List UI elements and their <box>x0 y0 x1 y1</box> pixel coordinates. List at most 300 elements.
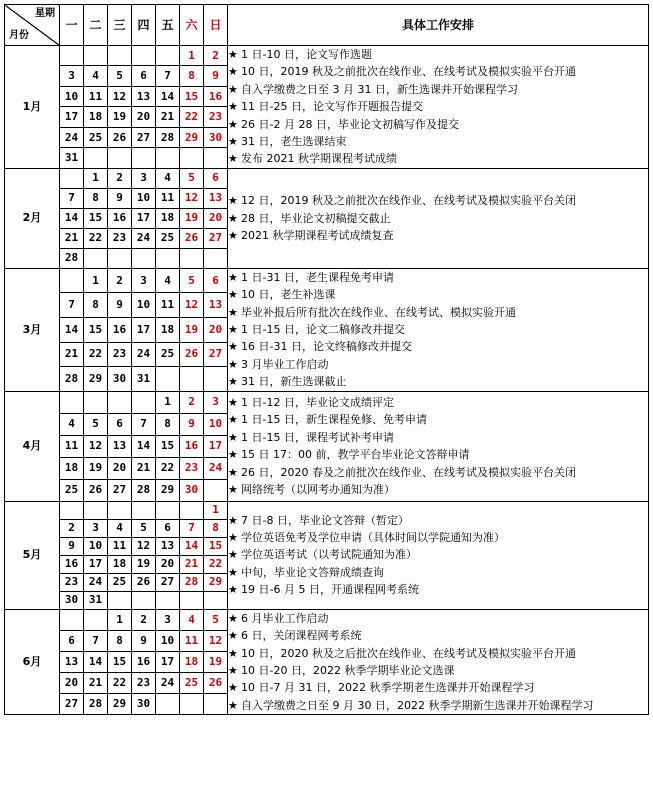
weekend-day-cell <box>204 367 228 392</box>
corner-weekday-label: 星期 <box>35 8 55 19</box>
day-cell: 3 <box>132 268 156 293</box>
day-cell: 12 <box>108 86 132 106</box>
weekend-day-cell: 26 <box>204 672 228 693</box>
day-cell: 2 <box>60 519 84 537</box>
day-cell: 26 <box>132 573 156 591</box>
note-item <box>228 662 648 679</box>
day-cell: 25 <box>84 127 108 147</box>
star-icon: ★ <box>228 305 238 319</box>
star-icon: ★ <box>228 646 238 660</box>
notes-header: 具体工作安排 <box>228 5 649 46</box>
day-cell: 20 <box>60 672 84 693</box>
day-cell: 16 <box>60 555 84 573</box>
month-label: 2月 <box>5 168 60 268</box>
day-cell: 28 <box>84 694 108 715</box>
day-cell <box>108 148 132 169</box>
note-item <box>228 338 648 355</box>
day-cell: 1 <box>84 168 108 188</box>
day-cell: 20 <box>156 555 180 573</box>
day-cell: 31 <box>60 148 84 169</box>
month-label: 1月 <box>5 46 60 169</box>
weekend-day-cell: 8 <box>180 66 204 86</box>
star-icon: ★ <box>228 565 238 579</box>
day-cell: 4 <box>156 168 180 188</box>
day-cell <box>84 391 108 413</box>
day-cell: 6 <box>132 66 156 86</box>
day-cell: 23 <box>108 228 132 248</box>
note-text: 1 日-15 日，新生课程免修、免考申请 <box>241 413 427 427</box>
weekend-day-cell: 26 <box>180 228 204 248</box>
weekday-header: 二 <box>84 5 108 46</box>
day-cell: 31 <box>132 367 156 392</box>
day-cell: 28 <box>156 127 180 147</box>
weekday-header-sunday: 日 <box>204 5 228 46</box>
weekday-header: 五 <box>156 5 180 46</box>
star-icon: ★ <box>228 211 238 225</box>
note-text: 2021 秋学期课程考试成绩复查 <box>241 229 394 243</box>
day-cell: 2 <box>108 168 132 188</box>
star-icon: ★ <box>228 548 238 562</box>
day-cell: 19 <box>108 107 132 127</box>
day-cell: 22 <box>156 457 180 479</box>
day-cell: 11 <box>156 188 180 208</box>
day-cell <box>156 46 180 66</box>
day-cell: 17 <box>84 555 108 573</box>
day-cell: 4 <box>84 66 108 86</box>
weekend-day-cell <box>204 591 228 609</box>
note-item <box>228 546 648 563</box>
weekend-day-cell: 15 <box>204 537 228 555</box>
note-text: 10 日-20 日，2022 秋季学期毕业论文选课 <box>241 663 455 677</box>
day-cell <box>84 501 108 519</box>
day-cell <box>60 501 84 519</box>
note-text: 毕业补报后所有批次在线作业、在线考试、模拟实验开通 <box>241 305 516 319</box>
star-icon: ★ <box>228 513 238 527</box>
weekend-day-cell: 21 <box>180 555 204 573</box>
day-cell <box>156 501 180 519</box>
note-item <box>228 581 648 598</box>
day-cell: 10 <box>132 188 156 208</box>
day-cell: 16 <box>132 651 156 672</box>
weekend-day-cell: 16 <box>180 435 204 457</box>
weekend-day-cell <box>204 694 228 715</box>
day-cell: 1 <box>108 609 132 630</box>
weekend-day-cell: 26 <box>180 342 204 367</box>
day-cell: 18 <box>84 107 108 127</box>
note-text: 7 日-8 日，毕业论文答辩（暂定） <box>241 513 409 527</box>
day-cell: 10 <box>84 537 108 555</box>
star-icon: ★ <box>228 340 238 354</box>
day-cell: 6 <box>156 519 180 537</box>
day-cell: 22 <box>84 342 108 367</box>
weekend-day-cell: 9 <box>180 413 204 435</box>
day-cell: 29 <box>156 479 180 501</box>
day-cell: 21 <box>84 672 108 693</box>
note-item <box>228 192 648 209</box>
note-item <box>228 269 648 286</box>
note-text: 15 日 17：00 前，教学平台毕业论文答辩申请 <box>241 448 470 462</box>
note-text: 31 日，新生选课截止 <box>241 375 347 389</box>
day-cell: 13 <box>108 435 132 457</box>
week-row <box>5 168 649 188</box>
note-text: 6 日，关闭课程网考系统 <box>241 629 362 643</box>
weekend-day-cell: 12 <box>204 630 228 651</box>
day-cell: 27 <box>60 694 84 715</box>
note-item <box>228 321 648 338</box>
star-icon: ★ <box>228 270 238 284</box>
day-cell <box>156 148 180 169</box>
weekend-day-cell <box>204 248 228 268</box>
day-cell <box>132 148 156 169</box>
weekend-day-cell: 8 <box>204 519 228 537</box>
star-icon: ★ <box>228 413 238 427</box>
day-cell: 23 <box>108 342 132 367</box>
day-cell: 24 <box>132 228 156 248</box>
star-icon: ★ <box>228 375 238 389</box>
day-cell <box>84 148 108 169</box>
day-cell: 9 <box>108 188 132 208</box>
week-row <box>5 501 649 519</box>
star-icon: ★ <box>228 629 238 643</box>
weekend-day-cell: 1 <box>204 501 228 519</box>
star-icon: ★ <box>228 357 238 371</box>
day-cell: 7 <box>156 66 180 86</box>
star-icon: ★ <box>228 48 238 61</box>
day-cell: 18 <box>156 317 180 342</box>
day-cell: 20 <box>108 457 132 479</box>
day-cell: 21 <box>60 342 84 367</box>
star-icon: ★ <box>228 135 238 149</box>
weekend-day-cell <box>180 591 204 609</box>
weekend-day-cell: 29 <box>204 573 228 591</box>
weekend-day-cell: 7 <box>180 519 204 537</box>
day-cell: 21 <box>60 228 84 248</box>
day-cell: 18 <box>156 208 180 228</box>
note-item <box>228 394 648 411</box>
day-cell: 29 <box>84 367 108 392</box>
note-item <box>228 150 648 167</box>
day-cell: 25 <box>156 342 180 367</box>
note-item <box>228 133 648 150</box>
day-cell: 29 <box>108 694 132 715</box>
day-cell: 13 <box>132 86 156 106</box>
day-cell: 21 <box>132 457 156 479</box>
note-text: 网络统考（以网考办通知为准） <box>241 483 395 496</box>
day-cell: 3 <box>60 66 84 86</box>
star-icon: ★ <box>228 100 238 114</box>
weekend-day-cell: 3 <box>204 391 228 413</box>
day-cell: 5 <box>84 413 108 435</box>
weekend-day-cell: 29 <box>180 127 204 147</box>
weekend-day-cell: 25 <box>180 672 204 693</box>
day-cell: 23 <box>132 672 156 693</box>
weekend-day-cell: 2 <box>180 391 204 413</box>
weekend-day-cell: 12 <box>180 293 204 318</box>
day-cell: 24 <box>132 342 156 367</box>
day-cell: 31 <box>84 591 108 609</box>
work-notes <box>228 391 649 501</box>
star-icon: ★ <box>228 288 238 302</box>
weekend-day-cell: 22 <box>204 555 228 573</box>
day-cell: 24 <box>60 127 84 147</box>
day-cell: 25 <box>60 479 84 501</box>
day-cell: 8 <box>156 413 180 435</box>
weekend-day-cell: 23 <box>180 457 204 479</box>
day-cell: 20 <box>132 107 156 127</box>
day-cell <box>60 268 84 293</box>
weekday-header: 三 <box>108 5 132 46</box>
weekend-day-cell <box>204 148 228 169</box>
day-cell <box>132 391 156 413</box>
star-icon: ★ <box>228 323 238 337</box>
day-cell: 5 <box>108 66 132 86</box>
weekend-day-cell: 1 <box>180 46 204 66</box>
work-calendar-table <box>4 4 649 715</box>
weekend-day-cell <box>180 148 204 169</box>
day-cell <box>60 609 84 630</box>
star-icon: ★ <box>228 483 238 496</box>
day-cell: 3 <box>84 519 108 537</box>
day-cell <box>156 694 180 715</box>
note-text: 自入学缴费之日至 3 月 31 日，新生选课并开始课程学习 <box>241 82 518 96</box>
note-text: 10 日-7 月 31 日，2022 秋季学期老生选课并开始课程学习 <box>241 681 535 695</box>
day-cell: 26 <box>84 479 108 501</box>
weekend-day-cell: 15 <box>180 86 204 106</box>
weekend-day-cell: 13 <box>204 293 228 318</box>
day-cell: 27 <box>108 479 132 501</box>
day-cell: 15 <box>108 651 132 672</box>
day-cell: 9 <box>132 630 156 651</box>
day-cell <box>156 591 180 609</box>
weekend-day-cell: 4 <box>180 609 204 630</box>
day-cell <box>84 609 108 630</box>
day-cell: 19 <box>84 457 108 479</box>
day-cell: 13 <box>156 537 180 555</box>
day-cell: 15 <box>84 208 108 228</box>
day-cell: 18 <box>60 457 84 479</box>
note-item <box>228 446 648 463</box>
note-item <box>228 697 648 714</box>
star-icon: ★ <box>228 82 238 96</box>
weekend-day-cell: 16 <box>204 86 228 106</box>
weekend-day-cell: 13 <box>204 188 228 208</box>
weekend-day-cell: 14 <box>180 537 204 555</box>
weekend-day-cell <box>180 501 204 519</box>
note-item <box>228 210 648 227</box>
note-text: 学位英语考试（以考试院通知为准） <box>241 548 417 562</box>
day-cell: 4 <box>60 413 84 435</box>
note-text: 10 日，2020 秋及之后批次在线作业、在线考试及模拟实验平台开通 <box>241 646 576 660</box>
day-cell: 4 <box>108 519 132 537</box>
day-cell: 2 <box>108 268 132 293</box>
note-text: 10 日，老生补选课 <box>241 288 336 302</box>
weekend-day-cell: 24 <box>204 457 228 479</box>
day-cell <box>84 248 108 268</box>
note-text: 12 日，2019 秋及之前批次在线作业、在线考试及模拟实验平台关闭 <box>241 194 576 208</box>
day-cell: 11 <box>60 435 84 457</box>
day-cell: 14 <box>156 86 180 106</box>
week-row <box>5 268 649 293</box>
weekend-day-cell: 5 <box>180 268 204 293</box>
day-cell: 14 <box>60 208 84 228</box>
corner-month-label: 月份 <box>9 30 29 41</box>
day-cell: 21 <box>156 107 180 127</box>
note-item <box>228 373 648 390</box>
month-label: 6月 <box>5 609 60 714</box>
day-cell: 4 <box>156 268 180 293</box>
note-text: 19 日-6 月 5 日，开通课程网考系统 <box>241 583 419 597</box>
day-cell: 8 <box>84 293 108 318</box>
day-cell <box>108 591 132 609</box>
note-item <box>228 356 648 373</box>
day-cell: 28 <box>132 479 156 501</box>
corner-cell <box>5 5 60 46</box>
note-text: 中旬，毕业论文答辩成绩查询 <box>241 565 384 579</box>
star-icon: ★ <box>228 465 238 479</box>
weekend-day-cell: 23 <box>204 107 228 127</box>
note-text: 3 月毕业工作启动 <box>241 357 329 371</box>
week-row <box>5 46 649 66</box>
star-icon: ★ <box>228 395 238 409</box>
note-text: 6 月毕业工作启动 <box>241 611 329 625</box>
note-item <box>228 679 648 696</box>
note-text: 1 日-15 日，课程考试补考申请 <box>241 430 394 444</box>
day-cell: 1 <box>84 268 108 293</box>
weekend-day-cell: 5 <box>204 609 228 630</box>
note-item <box>228 512 648 529</box>
weekend-day-cell: 27 <box>204 228 228 248</box>
note-text: 1 日-15 日，论文二稿修改并提交 <box>241 323 405 337</box>
note-item <box>228 116 648 133</box>
day-cell: 9 <box>60 537 84 555</box>
day-cell: 22 <box>84 228 108 248</box>
day-cell: 25 <box>156 228 180 248</box>
weekend-day-cell: 27 <box>204 342 228 367</box>
note-item <box>228 464 648 481</box>
note-item <box>228 46 648 63</box>
weekend-day-cell: 17 <box>204 435 228 457</box>
note-item <box>228 411 648 428</box>
day-cell: 8 <box>84 188 108 208</box>
day-cell: 13 <box>60 651 84 672</box>
note-item <box>228 529 648 546</box>
day-cell: 14 <box>84 651 108 672</box>
weekend-day-cell: 19 <box>180 208 204 228</box>
day-cell: 12 <box>84 435 108 457</box>
weekend-day-cell: 5 <box>180 168 204 188</box>
day-cell: 3 <box>156 609 180 630</box>
note-text: 26 日-2 月 28 日，毕业论文初稿写作及提交 <box>241 117 459 131</box>
day-cell: 10 <box>156 630 180 651</box>
note-item <box>228 304 648 321</box>
day-cell <box>132 46 156 66</box>
day-cell: 19 <box>132 555 156 573</box>
star-icon: ★ <box>228 430 238 444</box>
day-cell: 14 <box>132 435 156 457</box>
weekend-day-cell: 18 <box>180 651 204 672</box>
day-cell <box>156 248 180 268</box>
day-cell: 10 <box>60 86 84 106</box>
month-label: 3月 <box>5 268 60 391</box>
day-cell: 22 <box>108 672 132 693</box>
day-cell: 2 <box>132 609 156 630</box>
weekend-day-cell: 6 <box>204 268 228 293</box>
star-icon: ★ <box>228 194 238 208</box>
weekend-day-cell: 20 <box>204 317 228 342</box>
weekend-day-cell <box>180 367 204 392</box>
day-cell: 23 <box>60 573 84 591</box>
note-text: 10 日，2019 秋及之前批次在线作业、在线考试及模拟实验平台开通 <box>241 65 576 79</box>
day-cell: 14 <box>60 317 84 342</box>
note-item <box>228 610 648 627</box>
note-text: 发布 2021 秋学期课程考试成绩 <box>241 152 397 166</box>
day-cell: 15 <box>84 317 108 342</box>
day-cell: 16 <box>108 208 132 228</box>
star-icon: ★ <box>228 448 238 462</box>
month-label: 4月 <box>5 391 60 501</box>
work-notes <box>228 46 649 169</box>
day-cell <box>108 391 132 413</box>
star-icon: ★ <box>228 611 238 625</box>
day-cell: 17 <box>132 317 156 342</box>
weekend-day-cell: 12 <box>180 188 204 208</box>
week-row <box>5 609 649 630</box>
note-text: 1 日-10 日，论文写作选题 <box>241 48 372 61</box>
day-cell: 30 <box>108 367 132 392</box>
star-icon: ★ <box>228 65 238 79</box>
day-cell: 28 <box>60 367 84 392</box>
weekend-day-cell: 19 <box>180 317 204 342</box>
day-cell <box>60 46 84 66</box>
day-cell: 3 <box>132 168 156 188</box>
day-cell: 11 <box>84 86 108 106</box>
day-cell: 24 <box>156 672 180 693</box>
day-cell <box>156 367 180 392</box>
note-item <box>228 645 648 662</box>
weekend-day-cell <box>180 694 204 715</box>
weekend-day-cell: 11 <box>180 630 204 651</box>
note-item <box>228 227 648 244</box>
weekend-day-cell: 6 <box>204 168 228 188</box>
month-label: 5月 <box>5 501 60 609</box>
weekend-day-cell: 22 <box>180 107 204 127</box>
day-cell: 6 <box>108 413 132 435</box>
note-item <box>228 564 648 581</box>
work-notes <box>228 168 649 268</box>
work-notes <box>228 501 649 609</box>
day-cell: 11 <box>156 293 180 318</box>
work-notes <box>228 609 649 714</box>
note-text: 自入学缴费之日至 9 月 30 日，2022 秋季学期新生选课并开始课程学习 <box>241 698 594 712</box>
day-cell: 27 <box>132 127 156 147</box>
note-item <box>228 627 648 644</box>
day-cell: 7 <box>132 413 156 435</box>
day-cell: 9 <box>108 293 132 318</box>
weekend-day-cell: 30 <box>180 479 204 501</box>
week-row <box>5 391 649 413</box>
day-cell: 27 <box>156 573 180 591</box>
star-icon: ★ <box>228 117 238 131</box>
note-item <box>228 98 648 115</box>
day-cell: 30 <box>60 591 84 609</box>
day-cell <box>84 46 108 66</box>
weekend-day-cell: 30 <box>204 127 228 147</box>
weekday-header: 一 <box>60 5 84 46</box>
note-text: 28 日，毕业论文初稿提交截止 <box>241 211 391 225</box>
star-icon: ★ <box>228 663 238 677</box>
day-cell: 7 <box>60 188 84 208</box>
day-cell: 24 <box>84 573 108 591</box>
